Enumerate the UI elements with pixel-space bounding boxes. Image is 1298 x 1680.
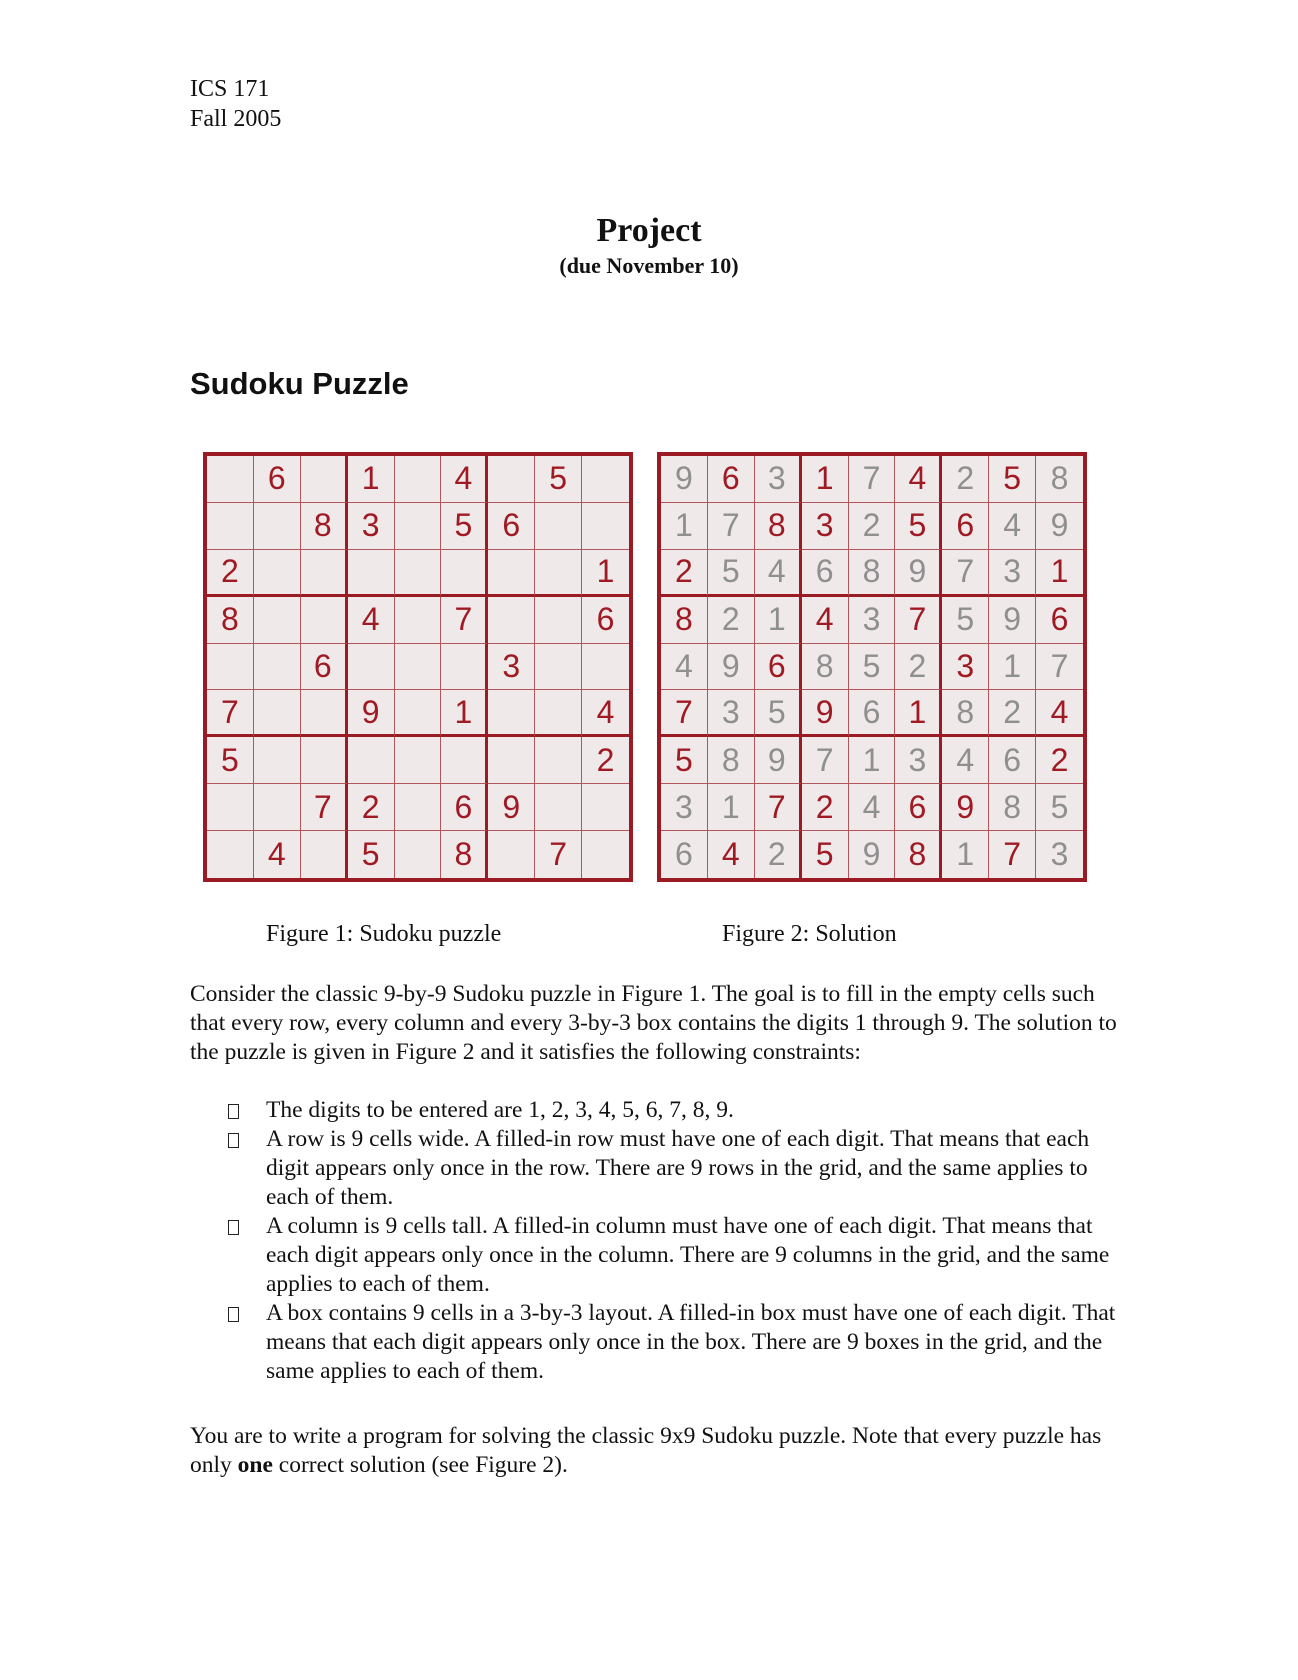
sudoku-cell: 5 xyxy=(942,597,989,644)
sudoku-cell xyxy=(207,503,254,550)
sudoku-cell: 6 xyxy=(254,456,301,503)
sudoku-cell xyxy=(301,550,348,597)
constraints-list xyxy=(190,1096,1120,1386)
sudoku-cell xyxy=(535,690,582,737)
sudoku-cell: 9 xyxy=(661,456,708,503)
sudoku-cell: 8 xyxy=(708,737,755,784)
sudoku-cell xyxy=(254,690,301,737)
sudoku-cell: 7 xyxy=(1036,644,1083,691)
sudoku-cell: 4 xyxy=(989,503,1036,550)
sudoku-cell: 5 xyxy=(207,737,254,784)
sudoku-cell: 8 xyxy=(849,550,896,597)
sudoku-cell xyxy=(582,644,629,691)
sudoku-cell xyxy=(535,737,582,784)
sudoku-cell xyxy=(395,690,442,737)
sudoku-cell: 5 xyxy=(989,456,1036,503)
page-title: Project xyxy=(596,212,702,249)
sudoku-cell: 2 xyxy=(989,690,1036,737)
outro-emphasis: one xyxy=(237,1452,273,1478)
sudoku-cell: 3 xyxy=(849,597,896,644)
sudoku-cell: 8 xyxy=(942,690,989,737)
sudoku-cell: 6 xyxy=(802,550,849,597)
sudoku-cell: 8 xyxy=(755,503,802,550)
figure-2-caption: Figure 2: Solution xyxy=(722,921,897,947)
sudoku-cell: 4 xyxy=(348,597,395,644)
sudoku-cell: 6 xyxy=(488,503,535,550)
sudoku-cell: 4 xyxy=(441,456,488,503)
sudoku-cell: 4 xyxy=(802,597,849,644)
sudoku-cell xyxy=(488,737,535,784)
sudoku-cell: 5 xyxy=(661,737,708,784)
sudoku-cell: 6 xyxy=(989,737,1036,784)
sudoku-cell: 3 xyxy=(802,503,849,550)
sudoku-cell: 2 xyxy=(755,831,802,878)
sudoku-cell: 4 xyxy=(1036,690,1083,737)
sudoku-cell: 2 xyxy=(895,644,942,691)
sudoku-cell xyxy=(395,784,442,831)
sudoku-cell: 1 xyxy=(942,831,989,878)
sudoku-cell: 3 xyxy=(755,456,802,503)
sudoku-cell xyxy=(348,737,395,784)
constraint-text: A row is 9 cells wide. A filled-in row must have one of each digit. That means that each digit appears only once in the row. There are 9 rows in the grid, and the same applies to each of them. xyxy=(266,1126,1090,1210)
outro-text: You are to write a program for solving the classic 9x9 Sudoku puzzle. Note that every puzzle has only xyxy=(190,1423,1102,1478)
bullet-box-icon xyxy=(228,1104,239,1119)
sudoku-cell: 7 xyxy=(661,690,708,737)
list-item xyxy=(190,1212,1120,1299)
sudoku-cell: 1 xyxy=(708,784,755,831)
sudoku-cell: 8 xyxy=(1036,456,1083,503)
sudoku-cell: 6 xyxy=(849,690,896,737)
sudoku-cell: 4 xyxy=(254,831,301,878)
sudoku-cell: 1 xyxy=(661,503,708,550)
sudoku-cell: 8 xyxy=(802,644,849,691)
sudoku-cell xyxy=(254,550,301,597)
sudoku-cell: 3 xyxy=(989,550,1036,597)
sudoku-cell: 2 xyxy=(849,503,896,550)
sudoku-cell: 7 xyxy=(895,597,942,644)
sudoku-cell: 5 xyxy=(755,690,802,737)
sudoku-cell: 2 xyxy=(802,784,849,831)
sudoku-cell: 7 xyxy=(708,503,755,550)
list-item xyxy=(190,1096,1120,1125)
sudoku-cell: 9 xyxy=(1036,503,1083,550)
bullet-box-icon xyxy=(228,1220,239,1235)
sudoku-cell: 5 xyxy=(895,503,942,550)
sudoku-cell: 2 xyxy=(582,737,629,784)
sudoku-cell: 7 xyxy=(207,690,254,737)
sudoku-cell: 5 xyxy=(849,644,896,691)
course-code: ICS 171 xyxy=(190,76,270,102)
sudoku-cell xyxy=(535,644,582,691)
section-heading: Sudoku Puzzle xyxy=(190,366,409,401)
sudoku-cell: 1 xyxy=(802,456,849,503)
course-term: Fall 2005 xyxy=(190,106,282,132)
sudoku-cell: 2 xyxy=(1036,737,1083,784)
sudoku-cell xyxy=(582,831,629,878)
sudoku-cell: 6 xyxy=(661,831,708,878)
figure-1-caption: Figure 1: Sudoku puzzle xyxy=(266,921,502,947)
sudoku-cell xyxy=(207,784,254,831)
sudoku-cell: 1 xyxy=(989,644,1036,691)
sudoku-cell xyxy=(535,503,582,550)
sudoku-cell xyxy=(441,737,488,784)
sudoku-cell xyxy=(535,784,582,831)
sudoku-cell: 6 xyxy=(301,644,348,691)
sudoku-cell: 6 xyxy=(582,597,629,644)
sudoku-cell: 3 xyxy=(708,690,755,737)
sudoku-cell: 2 xyxy=(708,597,755,644)
sudoku-cell xyxy=(441,550,488,597)
sudoku-cell: 4 xyxy=(755,550,802,597)
sudoku-cell: 7 xyxy=(802,737,849,784)
sudoku-cell: 8 xyxy=(441,831,488,878)
sudoku-cell: 1 xyxy=(348,456,395,503)
sudoku-cell: 1 xyxy=(441,690,488,737)
sudoku-cell xyxy=(254,644,301,691)
sudoku-cell: 4 xyxy=(582,690,629,737)
sudoku-cell: 9 xyxy=(989,597,1036,644)
sudoku-cell: 3 xyxy=(942,644,989,691)
sudoku-cell xyxy=(254,597,301,644)
sudoku-cell xyxy=(301,737,348,784)
sudoku-cell: 1 xyxy=(849,737,896,784)
constraint-text: A box contains 9 cells in a 3-by-3 layout. A filled-in box must have one of each digit. That means that each digit appears only once in the box. There are 9 boxes in the grid, and the same applies to each of them. xyxy=(266,1300,1116,1384)
sudoku-cell: 4 xyxy=(895,456,942,503)
constraint-text: The digits to be entered are 1, 2, 3, 4, 5, 6, 7, 8, 9. xyxy=(266,1097,734,1123)
outro-text-end: correct solution (see Figure 2). xyxy=(272,1452,568,1478)
sudoku-cell xyxy=(488,550,535,597)
sudoku-cell: 5 xyxy=(802,831,849,878)
sudoku-cell: 8 xyxy=(895,831,942,878)
constraint-text: A column is 9 cells tall. A filled-in column must have one of each digit. That means that each digit appears only once in the column. There are 9 columns in the grid, and the same applies to each of them. xyxy=(266,1213,1110,1297)
sudoku-cell: 3 xyxy=(1050,836,1069,873)
course-header xyxy=(190,74,281,134)
sudoku-cell xyxy=(207,644,254,691)
sudoku-cell: 7 xyxy=(301,784,348,831)
sudoku-cell: 6 xyxy=(942,503,989,550)
sudoku-cell xyxy=(488,831,535,878)
sudoku-cell: 7 xyxy=(849,456,896,503)
sudoku-cell xyxy=(582,456,629,503)
sudoku-cell xyxy=(301,456,348,503)
sudoku-cell: 3 xyxy=(661,784,708,831)
sudoku-cell: 1 xyxy=(582,550,629,597)
sudoku-cell xyxy=(395,737,442,784)
sudoku-cell: 5 xyxy=(348,831,395,878)
sudoku-cell xyxy=(348,550,395,597)
sudoku-cell: 6 xyxy=(708,456,755,503)
sudoku-cell: 6 xyxy=(441,784,488,831)
sudoku-cell xyxy=(301,831,348,878)
sudoku-cell: 9 xyxy=(942,784,989,831)
sudoku-cell: 5 xyxy=(1036,784,1083,831)
outro-paragraph xyxy=(190,1422,1120,1480)
sudoku-cell: 2 xyxy=(661,550,708,597)
sudoku-cell xyxy=(395,831,442,878)
sudoku-cell: 6 xyxy=(1036,597,1083,644)
sudoku-cell: 9 xyxy=(895,550,942,597)
sudoku-cell xyxy=(207,831,254,878)
sudoku-cell xyxy=(254,503,301,550)
sudoku-cell: 7 xyxy=(989,831,1036,878)
sudoku-cell xyxy=(488,456,535,503)
sudoku-puzzle-grid xyxy=(203,452,633,882)
sudoku-cell xyxy=(535,597,582,644)
sudoku-cell xyxy=(301,597,348,644)
list-item xyxy=(190,1125,1120,1212)
sudoku-cell: 9 xyxy=(708,644,755,691)
sudoku-cell: 4 xyxy=(942,737,989,784)
sudoku-cell: 4 xyxy=(849,784,896,831)
sudoku-cell xyxy=(395,597,442,644)
sudoku-cell: 1 xyxy=(1036,550,1083,597)
sudoku-cell: 3 xyxy=(488,644,535,691)
bullet-box-icon xyxy=(228,1133,239,1148)
sudoku-cell: 3 xyxy=(895,737,942,784)
sudoku-solution-grid xyxy=(657,452,1087,882)
sudoku-cell xyxy=(488,690,535,737)
sudoku-cell: 6 xyxy=(895,784,942,831)
sudoku-cell xyxy=(207,456,254,503)
sudoku-cell: 7 xyxy=(535,831,582,878)
sudoku-cell: 8 xyxy=(661,597,708,644)
sudoku-cell xyxy=(582,503,629,550)
title-block xyxy=(0,210,1298,280)
sudoku-cell xyxy=(395,503,442,550)
sudoku-cell: 9 xyxy=(755,737,802,784)
sudoku-cell xyxy=(301,690,348,737)
sudoku-cell: 9 xyxy=(802,690,849,737)
sudoku-cell xyxy=(348,644,395,691)
due-date: (due November 10) xyxy=(559,253,739,278)
sudoku-cell: 7 xyxy=(441,597,488,644)
intro-paragraph: Consider the classic 9-by-9 Sudoku puzzle in Figure 1. The goal is to fill in the empty cells such that every row, every column and every 3-by-3 box contains the digits 1 through 9. The solution to the puzzle is given in Figure 2 and it satisfies the following constraints: xyxy=(190,981,1117,1065)
sudoku-cell: 3 xyxy=(348,503,395,550)
sudoku-cell: 7 xyxy=(942,550,989,597)
sudoku-cell: 5 xyxy=(441,503,488,550)
sudoku-cell: 8 xyxy=(989,784,1036,831)
sudoku-cell: 4 xyxy=(708,831,755,878)
sudoku-cell xyxy=(582,784,629,831)
sudoku-cell xyxy=(254,784,301,831)
sudoku-cell: 7 xyxy=(755,784,802,831)
bullet-box-icon xyxy=(228,1307,239,1322)
sudoku-cell: 9 xyxy=(348,690,395,737)
sudoku-cell: 1 xyxy=(755,597,802,644)
sudoku-cell: 6 xyxy=(755,644,802,691)
sudoku-cell: 2 xyxy=(348,784,395,831)
sudoku-cell: 2 xyxy=(207,550,254,597)
sudoku-cell xyxy=(395,456,442,503)
sudoku-cell xyxy=(395,644,442,691)
sudoku-cell: 1 xyxy=(895,690,942,737)
sudoku-cell xyxy=(395,550,442,597)
sudoku-cell: 4 xyxy=(661,644,708,691)
sudoku-cell: 8 xyxy=(301,503,348,550)
sudoku-cell xyxy=(535,550,582,597)
sudoku-cell xyxy=(441,644,488,691)
sudoku-cell: 9 xyxy=(488,784,535,831)
sudoku-cell xyxy=(488,597,535,644)
sudoku-cell: 5 xyxy=(535,456,582,503)
sudoku-cell xyxy=(254,737,301,784)
list-item xyxy=(190,1299,1120,1386)
sudoku-cell: 9 xyxy=(849,831,896,878)
sudoku-cell: 8 xyxy=(207,597,254,644)
sudoku-cell: 2 xyxy=(942,456,989,503)
sudoku-cell: 5 xyxy=(708,550,755,597)
